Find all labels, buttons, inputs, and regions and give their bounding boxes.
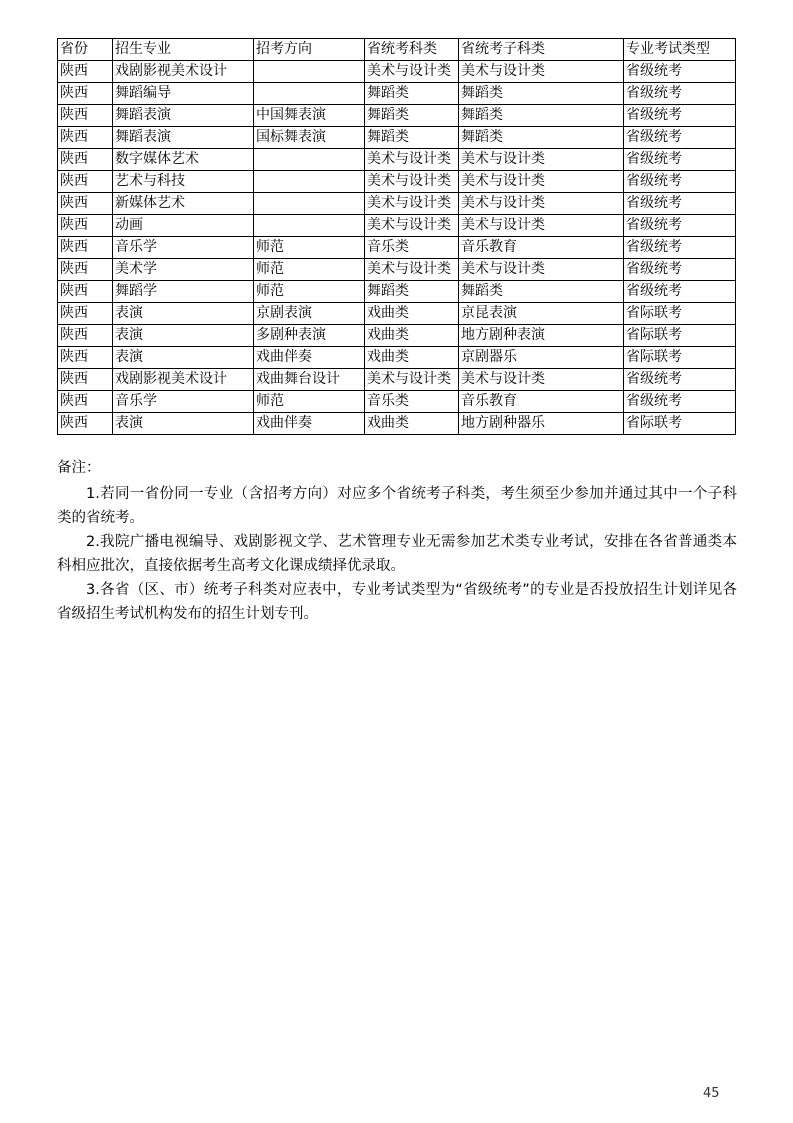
table-row [58, 413, 736, 435]
note-item-1: 1.若同一省份同一专业（含招考方向）对应多个省统考子科类，考生须至少参加并通过其中一个子科类的省统考。 [57, 486, 737, 526]
table-row [58, 61, 736, 83]
header-exam-category: 省统考科类 [365, 39, 459, 61]
cell-major: 舞蹈编导 [113, 83, 254, 105]
cell-province: 陕西 [58, 391, 113, 413]
cell-exam-subcategory: 音乐教育 [459, 237, 624, 259]
cell-exam-subcategory: 京昆表演 [459, 303, 624, 325]
cell-major: 数字媒体艺术 [113, 149, 254, 171]
cell-province: 陕西 [58, 259, 113, 281]
cell-exam-subcategory: 美术与设计类 [459, 259, 624, 281]
table-row [58, 105, 736, 127]
table-row [58, 215, 736, 237]
cell-exam-type: 省级统考 [624, 369, 736, 391]
cell-exam-type: 省际联考 [624, 303, 736, 325]
table-row [58, 325, 736, 347]
cell-direction [254, 149, 365, 171]
cell-major: 舞蹈表演 [113, 105, 254, 127]
cell-direction [254, 61, 365, 83]
cell-direction: 戏曲舞台设计 [254, 369, 365, 391]
cell-direction [254, 83, 365, 105]
cell-exam-category: 戏曲类 [365, 347, 459, 369]
cell-exam-type: 省级统考 [624, 105, 736, 127]
cell-province: 陕西 [58, 413, 113, 435]
cell-province: 陕西 [58, 149, 113, 171]
cell-exam-type: 省级统考 [624, 193, 736, 215]
cell-exam-type: 省际联考 [624, 413, 736, 435]
table-row [58, 193, 736, 215]
cell-exam-type: 省级统考 [624, 171, 736, 193]
header-direction: 招考方向 [254, 39, 365, 61]
cell-exam-type: 省际联考 [624, 325, 736, 347]
header-exam-subcategory: 省统考子科类 [459, 39, 624, 61]
cell-exam-type: 省级统考 [624, 215, 736, 237]
table-body [58, 61, 736, 435]
cell-exam-category: 美术与设计类 [365, 193, 459, 215]
cell-exam-category: 美术与设计类 [365, 149, 459, 171]
cell-province: 陕西 [58, 105, 113, 127]
cell-exam-subcategory: 美术与设计类 [459, 193, 624, 215]
cell-exam-category: 戏曲类 [365, 325, 459, 347]
cell-direction: 戏曲伴奏 [254, 413, 365, 435]
cell-province: 陕西 [58, 237, 113, 259]
table-row [58, 83, 736, 105]
cell-province: 陕西 [58, 171, 113, 193]
cell-major: 舞蹈表演 [113, 127, 254, 149]
cell-exam-type: 省级统考 [624, 83, 736, 105]
cell-exam-subcategory: 舞蹈类 [459, 281, 624, 303]
cell-major: 表演 [113, 325, 254, 347]
cell-province: 陕西 [58, 83, 113, 105]
cell-province: 陕西 [58, 347, 113, 369]
cell-exam-category: 舞蹈类 [365, 281, 459, 303]
cell-province: 陕西 [58, 369, 113, 391]
cell-exam-category: 舞蹈类 [365, 127, 459, 149]
cell-province: 陕西 [58, 325, 113, 347]
cell-direction: 国标舞表演 [254, 127, 365, 149]
cell-exam-category: 美术与设计类 [365, 171, 459, 193]
table-row [58, 303, 736, 325]
cell-exam-subcategory: 音乐教育 [459, 391, 624, 413]
cell-exam-subcategory: 美术与设计类 [459, 215, 624, 237]
cell-direction: 京剧表演 [254, 303, 365, 325]
cell-exam-type: 省级统考 [624, 259, 736, 281]
cell-province: 陕西 [58, 61, 113, 83]
cell-exam-type: 省级统考 [624, 237, 736, 259]
cell-major: 动画 [113, 215, 254, 237]
cell-exam-subcategory: 美术与设计类 [459, 171, 624, 193]
cell-exam-subcategory: 地方剧种器乐 [459, 413, 624, 435]
table-row [58, 391, 736, 413]
cell-exam-type: 省级统考 [624, 61, 736, 83]
table-row [58, 347, 736, 369]
cell-exam-category: 戏曲类 [365, 413, 459, 435]
cell-major: 表演 [113, 413, 254, 435]
cell-major: 戏剧影视美术设计 [113, 61, 254, 83]
cell-exam-type: 省级统考 [624, 149, 736, 171]
note-item-2: 2.我院广播电视编导、戏剧影视文学、艺术管理专业无需参加艺术类专业考试，安排在各省普通类本科相应批次，直接依据考生高考文化课成绩择优录取。 [57, 534, 737, 574]
cell-direction: 戏曲伴奏 [254, 347, 365, 369]
notes-section [57, 456, 737, 626]
cell-exam-subcategory: 京剧器乐 [459, 347, 624, 369]
cell-major: 音乐学 [113, 237, 254, 259]
cell-major: 戏剧影视美术设计 [113, 369, 254, 391]
admissions-table [57, 38, 736, 435]
cell-direction: 多剧种表演 [254, 325, 365, 347]
cell-province: 陕西 [58, 127, 113, 149]
cell-direction: 师范 [254, 259, 365, 281]
cell-exam-category: 美术与设计类 [365, 61, 459, 83]
cell-exam-subcategory: 美术与设计类 [459, 149, 624, 171]
header-province: 省份 [58, 39, 113, 61]
cell-province: 陕西 [58, 303, 113, 325]
cell-exam-subcategory: 地方剧种表演 [459, 325, 624, 347]
cell-major: 舞蹈学 [113, 281, 254, 303]
table-header-row [58, 39, 736, 61]
cell-exam-category: 戏曲类 [365, 303, 459, 325]
cell-exam-type: 省际联考 [624, 347, 736, 369]
cell-exam-subcategory: 美术与设计类 [459, 369, 624, 391]
cell-major: 美术学 [113, 259, 254, 281]
cell-major: 音乐学 [113, 391, 254, 413]
cell-direction [254, 215, 365, 237]
cell-exam-type: 省级统考 [624, 127, 736, 149]
header-major: 招生专业 [113, 39, 254, 61]
cell-exam-category: 音乐类 [365, 391, 459, 413]
cell-major: 艺术与科技 [113, 171, 254, 193]
cell-province: 陕西 [58, 215, 113, 237]
table-row [58, 149, 736, 171]
cell-exam-subcategory: 舞蹈类 [459, 105, 624, 127]
table-row [58, 127, 736, 149]
table-row [58, 259, 736, 281]
cell-exam-category: 美术与设计类 [365, 259, 459, 281]
cell-major: 新媒体艺术 [113, 193, 254, 215]
cell-exam-category: 美术与设计类 [365, 215, 459, 237]
cell-province: 陕西 [58, 193, 113, 215]
cell-exam-category: 音乐类 [365, 237, 459, 259]
header-exam-type: 专业考试类型 [624, 39, 736, 61]
cell-exam-subcategory: 舞蹈类 [459, 127, 624, 149]
table-row [58, 237, 736, 259]
cell-exam-type: 省级统考 [624, 281, 736, 303]
cell-direction: 师范 [254, 391, 365, 413]
cell-direction [254, 193, 365, 215]
cell-exam-subcategory: 美术与设计类 [459, 61, 624, 83]
cell-direction: 师范 [254, 237, 365, 259]
table-row [58, 171, 736, 193]
cell-direction [254, 171, 365, 193]
cell-direction: 中国舞表演 [254, 105, 365, 127]
note-item-3: 3.各省（区、市）统考子科类对应表中，专业考试类型为“省级统考”的专业是否投放招生计划详见各省级招生考试机构发布的招生计划专刊。 [57, 582, 737, 622]
cell-province: 陕西 [58, 281, 113, 303]
cell-exam-category: 舞蹈类 [365, 105, 459, 127]
cell-exam-subcategory: 舞蹈类 [459, 83, 624, 105]
table-row [58, 281, 736, 303]
cell-major: 表演 [113, 347, 254, 369]
page-number: 45 [703, 1086, 720, 1101]
cell-direction: 师范 [254, 281, 365, 303]
cell-exam-category: 美术与设计类 [365, 369, 459, 391]
cell-exam-type: 省级统考 [624, 391, 736, 413]
notes-title: 备注： [57, 460, 101, 476]
cell-exam-category: 舞蹈类 [365, 83, 459, 105]
table-row [58, 369, 736, 391]
cell-major: 表演 [113, 303, 254, 325]
